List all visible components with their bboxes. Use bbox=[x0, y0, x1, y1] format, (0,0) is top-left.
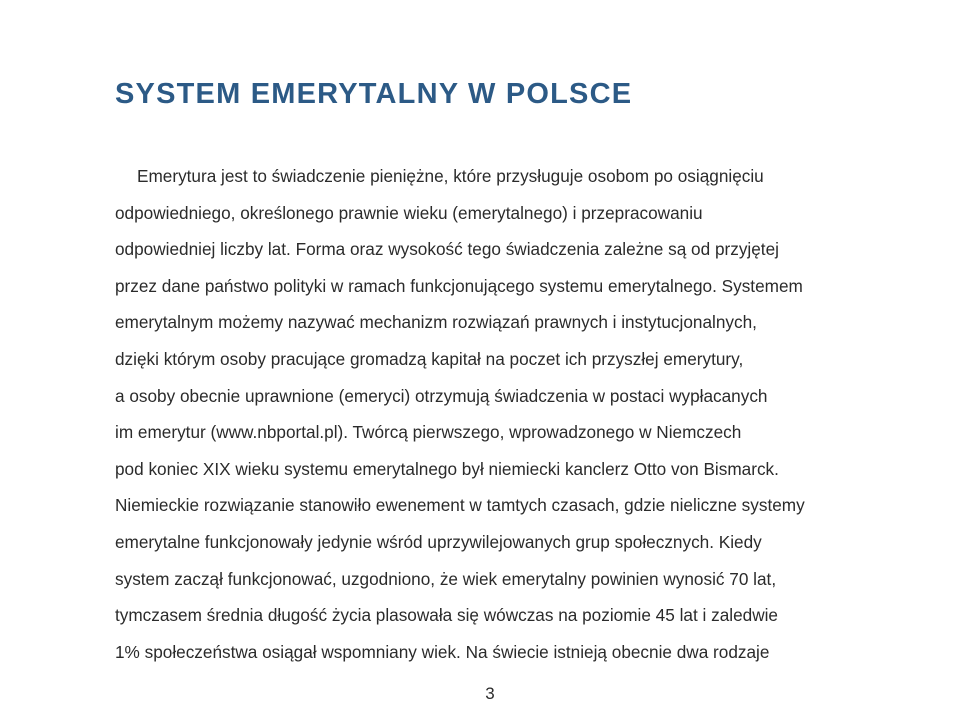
body-paragraph bbox=[115, 158, 875, 670]
paragraph-line: im emerytur (www.nbportal.pl). Twórcą pierwszego, wprowadzonego w Niemczech bbox=[115, 422, 742, 443]
paragraph-line: system zaczął funkcjonować, uzgodniono, że wiek emerytalny powinien wynosić 70 lat, bbox=[115, 568, 777, 589]
paragraph-line: dzięki którym osoby pracujące gromadzą kapitał na poczet ich przyszłej emerytury, bbox=[115, 348, 744, 369]
paragraph-line: emerytalnym możemy nazywać mechanizm rozwiązań prawnych i instytucjonalnych, bbox=[115, 312, 757, 333]
paragraph-line: przez dane państwo polityki w ramach funkcjonującego systemu emerytalnego. Systemem bbox=[115, 275, 803, 296]
paragraph-line: Niemieckie rozwiązanie stanowiło ewenement w tamtych czasach, gdzie nieliczne systemy bbox=[115, 495, 805, 516]
page-title: SYSTEM EMERYTALNY W POLSCE bbox=[115, 78, 633, 110]
page-number: 3 bbox=[485, 684, 495, 703]
paragraph-line: pod koniec XIX wieku systemu emerytalnego był niemiecki kanclerz Otto von Bismarck. bbox=[115, 458, 779, 479]
paragraph-line: emerytalne funkcjonowały jedynie wśród uprzywilejowanych grup społecznych. Kiedy bbox=[115, 531, 762, 552]
paragraph-line: 1% społeczeństwa osiągał wspomniany wiek. Na świecie istnieją obecnie dwa rodzaje bbox=[115, 641, 770, 662]
paragraph-line: tymczasem średnia długość życia plasowała się wówczas na poziomie 45 lat i zaledwie bbox=[115, 605, 778, 626]
paragraph-line: odpowiedniej liczby lat. Forma oraz wysokość tego świadczenia zależne są od przyjętej bbox=[115, 239, 779, 260]
paragraph-line: Emerytura jest to świadczenie pieniężne, które przysługuje osobom po osiągnięciu bbox=[137, 166, 764, 186]
paragraph-line: odpowiedniego, określonego prawnie wieku (emerytalnego) i przepracowaniu bbox=[115, 202, 703, 223]
paragraph-line: a osoby obecnie uprawnione (emeryci) otrzymują świadczenia w postaci wypłacanych bbox=[115, 385, 768, 406]
